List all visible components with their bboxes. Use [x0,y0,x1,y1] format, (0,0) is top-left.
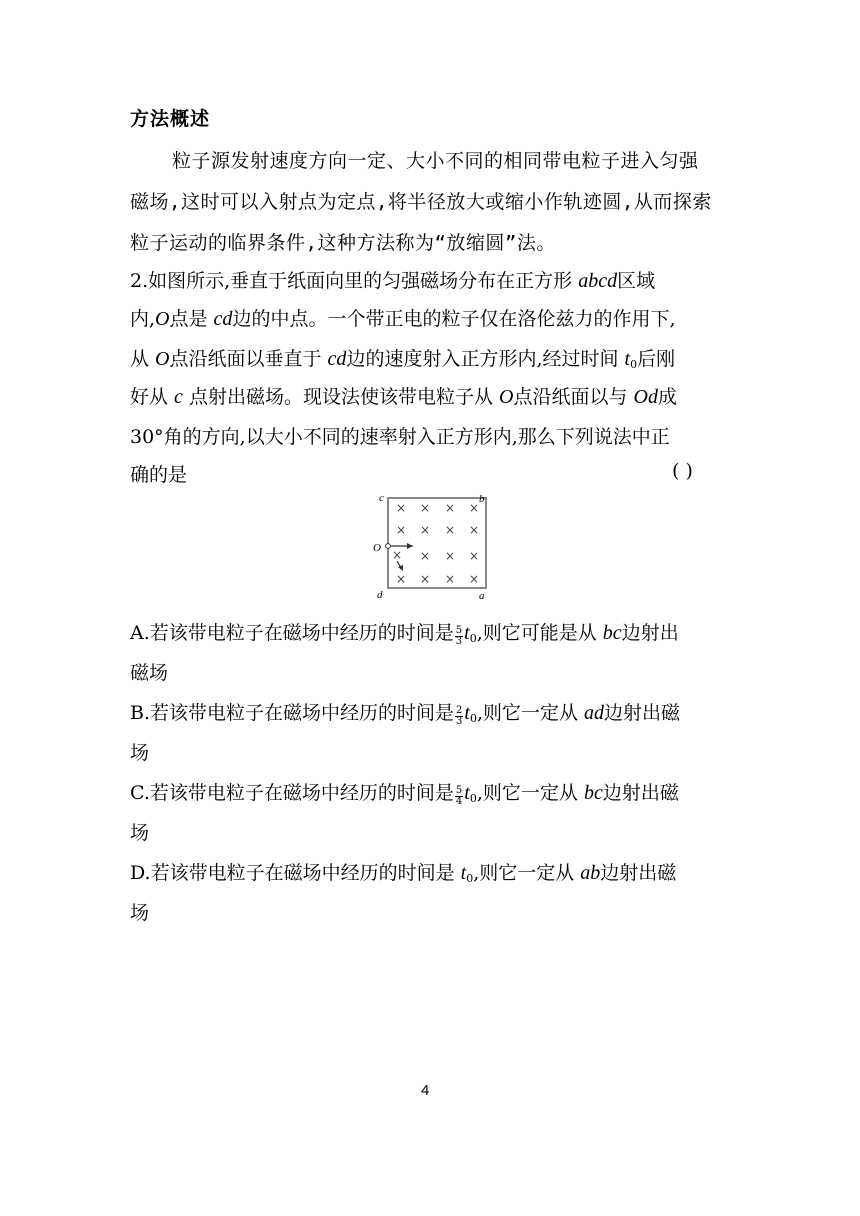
question-line-4 [130,382,677,409]
label-a: a [479,590,485,602]
field-cross-mark: × [396,572,407,586]
variable-c: c [174,386,183,408]
option-text: ,则它可能是从 [476,622,603,644]
fraction [455,706,463,727]
variable-t: t [464,782,470,804]
question-text: 点是 [169,308,214,330]
variable-cd: cd [327,348,347,370]
variable-Od: Od [633,386,658,408]
variable-cd: cd [213,308,233,330]
option-c-continuation: 场 [130,822,150,844]
question-text: 点沿纸面以与 [513,386,634,408]
option-text: ,则它一定从 [473,862,581,884]
method-text-line-2: 磁场,这时可以入射点为定点,将半径放大或缩小作轨迹圆,从而探索 [130,191,712,213]
velocity-arrowhead [407,543,413,549]
fraction-denominator: 4 [455,796,463,807]
question-line-6: 确的是 [130,464,188,486]
option-text: A.若该带电粒子在磁场中经历的时间是 [130,622,454,644]
subscript-0: 0 [466,872,474,885]
question-text: 后刚 [637,348,676,370]
field-cross-mark: × [445,572,456,586]
question-line-3 [130,344,675,371]
field-crosses [392,501,479,586]
variable-t: t [464,622,470,644]
field-cross-mark: × [469,501,480,515]
question-text: 点射出磁场。现设法使该带电粒子从 [182,386,500,408]
option-b-continuation: 场 [130,742,150,764]
field-cross-mark: × [392,548,403,562]
option-c [130,778,679,807]
variable-abcd: abcd [578,270,618,292]
label-c: c [379,492,384,504]
variable-O: O [499,386,514,408]
label-O: O [373,542,381,554]
subscript-0: 0 [469,712,477,725]
magnetic-field-figure [366,490,496,602]
option-d-continuation: 场 [130,902,150,924]
option-text: 边射出磁 [604,702,681,724]
option-text: 边射出 [621,622,679,644]
question-line-1 [130,266,655,293]
field-cross-mark: × [445,523,456,537]
option-text: ,则它一定从 [476,782,584,804]
subscript-0: 0 [630,358,638,371]
fraction [455,626,463,647]
subscript-0: 0 [469,792,477,805]
variable-O: O [155,308,170,330]
field-cross-mark: × [445,549,456,563]
edge-label: bc [602,622,622,644]
question-line-2 [130,304,675,331]
question-text: 成 [657,386,677,408]
option-text: ,则它一定从 [476,702,585,724]
angled-arrowhead [398,565,403,571]
option-text: C.若该带电粒子在磁场中经历的时间是 [130,782,454,804]
edge-label: bc [583,782,603,804]
question-text: 2.如图所示,垂直于纸面向里的匀强磁场分布在正方形 [130,270,579,292]
field-cross-mark: × [469,572,480,586]
fraction-denominator: 3 [456,716,463,727]
question-text: 区域 [617,270,656,292]
option-a-continuation: 磁场 [130,662,169,684]
fraction-denominator: 3 [455,636,463,647]
fraction [455,786,463,807]
option-d [130,858,676,885]
field-cross-mark: × [420,523,431,537]
option-b [130,698,680,727]
variable-t: t [624,348,631,370]
answer-bracket: ( ) [672,460,693,482]
edge-label: ab [580,862,601,884]
method-text-line-1: 粒子源发射速度方向一定、大小不同的相同带电粒子进入匀强 [172,150,699,172]
option-text: 边射出磁 [600,862,677,884]
field-cross-mark: × [420,501,431,515]
field-cross-mark: × [420,549,431,563]
subscript-0: 0 [469,632,477,645]
question-text: 从 [130,348,156,370]
field-cross-mark: × [420,572,431,586]
question-text: 点沿纸面以垂直于 [169,348,328,370]
option-text: B.若该带电粒子在磁场中经历的时间是 [130,702,455,724]
question-text: 边的中点。一个带正电的粒子仅在洛伦兹力的作用下, [232,308,676,330]
fraction-numerator: 5 [455,625,463,636]
edge-label: ad [584,702,605,724]
section-heading: 方法概述 [130,108,211,130]
label-d: d [377,589,383,601]
option-text: 边射出磁 [602,782,679,804]
fraction-numerator: 2 [456,705,463,716]
field-cross-mark: × [396,501,407,515]
question-text: 边的速度射入正方形内,经过时间 [346,348,625,370]
field-cross-mark: × [469,549,480,563]
field-cross-mark: × [445,501,456,515]
option-a [130,618,679,647]
option-text: D.若该带电粒子在磁场中经历的时间是 [130,862,461,884]
variable-t: t [464,702,470,724]
variable-O: O [155,348,170,370]
label-b: b [479,493,485,505]
variable-t: t [460,862,467,884]
question-text: 好从 [130,386,175,408]
method-text-line-3: 粒子运动的临界条件,这种方法称为“放缩圆”法。 [130,232,556,254]
field-cross-mark: × [396,523,407,537]
question-text: 内, [130,308,156,330]
question-line-5: 30°角的方向,以大小不同的速率射入正方形内,那么下列说法中正 [130,426,670,448]
field-cross-mark: × [469,523,480,537]
point-O [386,544,391,549]
fraction-numerator: 5 [455,785,463,796]
page-number: 4 [421,1082,430,1099]
